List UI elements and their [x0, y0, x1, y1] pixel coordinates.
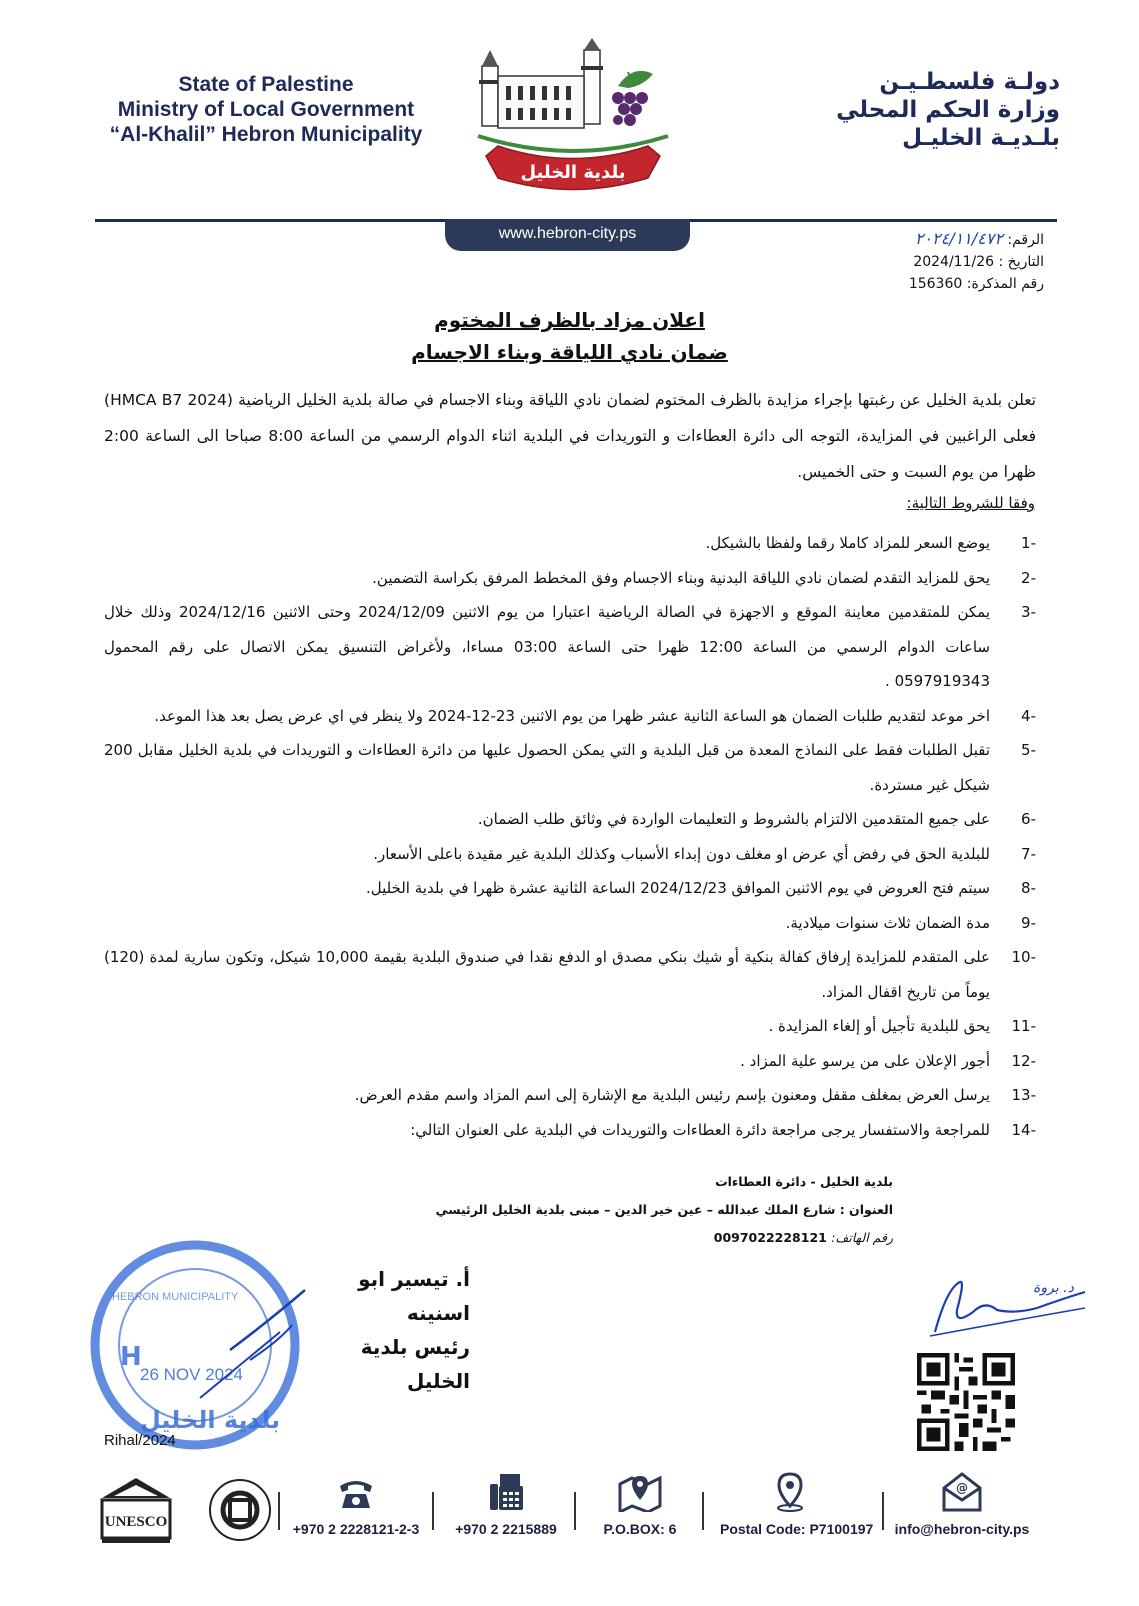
- condition-item: [104, 733, 1036, 802]
- signature-text: د. بروة: [1033, 1280, 1074, 1296]
- memo-row: [909, 273, 1044, 295]
- memo-label: رقم المذكرة:: [966, 276, 1044, 292]
- condition-text: يوضع السعر للمزاد كاملا رقما ولفظا بالشيكل.: [705, 534, 990, 552]
- footer-postal-text: Postal Code: P7100197: [720, 1521, 874, 1537]
- condition-item: [104, 1113, 1036, 1148]
- website-link[interactable]: www.hebron-city.ps: [445, 219, 690, 251]
- condition-number: -14: [1011, 1120, 1036, 1139]
- footer: [96, 1468, 1056, 1568]
- handwritten-signature: [925, 1270, 1095, 1340]
- condition-text: على المتقدم للمزايدة إرفاق كفالة بنكية أو شيك بنكي مصدق او الدفع نقدا في صندوق البلدية بقيمة 10,000 شيكل، وتكون سارية لمدة (120) يوماً من تاريخ اقفال المزاد.: [104, 948, 990, 1001]
- condition-number: -12: [1011, 1051, 1036, 1070]
- header-en-line-3: “Al-Khalil” Hebron Municipality: [109, 123, 423, 146]
- condition-number: -3: [1021, 603, 1036, 621]
- signatory-name: أ. تيسير ابو اسنينه: [358, 1267, 470, 1325]
- address-phone-value: 0097022228121: [713, 1230, 827, 1245]
- signatory-title: رئيس بلدية الخليل: [360, 1335, 470, 1393]
- condition-item: [104, 906, 1036, 941]
- footer-postal: [720, 1468, 874, 1537]
- logo-banner-text: بلدية الخليل: [520, 162, 626, 183]
- location-pin-icon: [770, 1472, 810, 1512]
- document-meta: [909, 228, 1044, 295]
- official-stamp: [80, 1230, 310, 1460]
- header-english: [96, 72, 436, 147]
- condition-number: -9: [1021, 913, 1036, 932]
- contact-address: [436, 1168, 893, 1252]
- signatory-block: [310, 1262, 470, 1398]
- header-en-line-2: Ministry of Local Government: [117, 98, 415, 121]
- date-value: 2024/11/26: [913, 254, 995, 270]
- header-ar-line-2: وزارة الحكم المحلي: [836, 97, 1060, 123]
- address-phone-row: [436, 1224, 893, 1252]
- condition-text: تقبل الطلبات فقط على النماذج المعدة من قبل البلدية و التي يمكن الحصول عليها من دائرة العطاءات و التوريدات في بلدية الخليل مقابل 200 شيكل غير مستردة.: [104, 741, 990, 794]
- condition-number: -11: [1011, 1017, 1036, 1035]
- footer-fax[interactable]: [436, 1468, 576, 1537]
- footer-fax-text: +970 2 2215889: [455, 1521, 557, 1537]
- header-arabic: [800, 68, 1060, 152]
- ref-value: ٢٠٢٤/١١/٤٧٢: [914, 229, 1003, 248]
- condition-text: مدة الضمان ثلاث سنوات ميلادية.: [785, 913, 990, 932]
- condition-text: أجور الإعلان على من يرسو علية المزاد .: [740, 1051, 990, 1070]
- condition-text: سيتم فتح العروض في يوم الاثنين الموافق 2024/12/23 الساعة الثانية عشرة ظهرا في بلدية الخليل.: [365, 879, 990, 897]
- qr-code[interactable]: [917, 1353, 1015, 1451]
- footer-pobox: [570, 1468, 710, 1537]
- footer-divider: [702, 1492, 704, 1530]
- condition-text: يرسل العرض بمغلف مقفل ومعنون بإسم رئيس البلدية مع الإشارة إلى اسم المزاد واسم مقدم العرض.: [354, 1086, 990, 1104]
- condition-number: -10: [1011, 948, 1036, 966]
- address-street: العنوان : شارع الملك عبدالله – عين خير الدين – مبنى بلدية الخليل الرئيسي: [435, 1202, 893, 1217]
- stamp-text-en: HEBRON MUNICIPALITY: [112, 1291, 239, 1303]
- intro-paragraph: تعلن بلدية الخليل عن رغبتها بإجراء مزايدة بالظرف المختوم لضمان نادي اللياقة وبناء الاجسام في صالة بلدية الخليل الرياضية (HMCA B7 2024) فعلى الراغبين في المزايدة، التوجه الى دائرة العطاءات و التوريدات في البلدية اثناء الدوام الرسمي من الساعة 8:00 صباحا الى الساعة 2:00 ظهرا من يوم السبت و حتى الخميس.: [104, 391, 1036, 481]
- title-line-1: اعلان مزاد بالظرف المختوم: [434, 308, 705, 332]
- ref-number-row: [909, 228, 1044, 251]
- unesco-text: UNESCO: [104, 1514, 168, 1530]
- memo-value: 156360: [908, 276, 963, 292]
- condition-number: -7: [1021, 844, 1036, 863]
- footer-pobox-text: P.O.BOX: 6: [603, 1521, 677, 1537]
- telephone-icon: [336, 1472, 376, 1512]
- condition-item: [104, 1078, 1036, 1113]
- condition-item: [104, 940, 1036, 1009]
- condition-text: للمراجعة والاستفسار يرجى مراجعة دائرة العطاءات والتوريدات في البلدية على العنوان التالي:: [410, 1120, 990, 1139]
- footer-divider: [882, 1492, 884, 1530]
- date-label: التاريخ :: [998, 254, 1044, 270]
- footer-divider: [432, 1492, 434, 1530]
- condition-text: يحق للبلدية تأجيل أو إلغاء المزايدة .: [768, 1017, 990, 1035]
- address-dept: بلدية الخليل - دائرة العطاءات: [715, 1174, 893, 1189]
- condition-text: على جميع المتقدمين الالتزام بالشروط و التعليمات الواردة في وثائق طلب الضمان.: [477, 810, 990, 828]
- map-pin-icon: [618, 1472, 662, 1512]
- condition-number: -13: [1011, 1086, 1036, 1104]
- condition-item: [104, 526, 1036, 561]
- footer-phone-text: +970 2 2228121-2-3: [292, 1521, 420, 1537]
- condition-item: [104, 871, 1036, 906]
- address-phone-label: رقم الهاتف:: [831, 1230, 893, 1245]
- condition-number: -5: [1021, 741, 1036, 759]
- condition-number: -2: [1021, 568, 1036, 587]
- hebron-municipality-logo: [468, 36, 678, 206]
- svg-text:H: H: [120, 1342, 142, 1372]
- email-icon: [940, 1472, 984, 1512]
- condition-item: [104, 802, 1036, 837]
- svg-text:@: @: [956, 1481, 968, 1495]
- footer-divider: [278, 1492, 280, 1530]
- condition-text: اخر موعد لتقديم طلبات الضمان هو الساعة الثانية عشر ظهرا من يوم الاثنين 23-12-2024 ولا ينظر في اي عرض يصل بعد هذا الموعد.: [154, 706, 990, 725]
- world-heritage-emblem: [206, 1476, 274, 1544]
- condition-number: -6: [1021, 810, 1036, 828]
- condition-item: [104, 561, 1036, 596]
- conditions-list: [104, 526, 1036, 1147]
- condition-number: -1: [1021, 534, 1036, 552]
- stamp-date: 26 NOV 2024: [140, 1365, 244, 1384]
- footer-email-text: info@hebron-city.ps: [894, 1521, 1030, 1537]
- stamp-text-ar: بلدية الخليل: [140, 1406, 281, 1434]
- condition-item: [104, 1009, 1036, 1044]
- condition-text: للبلدية الحق في رفض أي عرض او مغلف دون إبداء الأسباب وكذلك البلدية غير مقيدة باعلى الأسعار.: [373, 844, 990, 863]
- condition-item: [104, 595, 1036, 699]
- footer-phone[interactable]: [286, 1468, 426, 1537]
- condition-item: [104, 1044, 1036, 1079]
- announcement-subtitle: [0, 340, 1139, 364]
- condition-number: -4: [1021, 706, 1036, 725]
- condition-text: يمكن للمتقدمين معاينة الموقع و الاجهزة في الصالة الرياضية اعتبارا من يوم الاثنين 2024/12/09 وحتى الاثنين 2024/12/16 وذلك خلال ساعات الدوام الرسمي من الساعة 12:00 ظهرا حتى الساعة 03:00 مساءا، ولأغراض التنسيق يمكن الاتصال على رقم المحمول 0597919343 .: [104, 603, 990, 690]
- condition-item: [104, 699, 1036, 734]
- condition-number: -8: [1021, 879, 1036, 897]
- ref-label: الرقم:: [1007, 232, 1044, 248]
- unesco-logo: [98, 1476, 174, 1544]
- footer-email[interactable]: [892, 1468, 1032, 1537]
- date-row: [909, 251, 1044, 273]
- header-ar-line-3: بلـديـة الخليـل: [902, 125, 1060, 151]
- announcement-title: [0, 308, 1139, 332]
- header-en-line-1: State of Palestine: [178, 73, 354, 96]
- header-ar-line-1: دولـة فلسطـيـن: [879, 69, 1060, 95]
- condition-item: [104, 837, 1036, 872]
- title-line-2: ضمان نادي اللياقة وبناء الاجسام: [411, 340, 728, 364]
- rihal-ref: Rihal/2024: [104, 1432, 176, 1449]
- fax-icon: [486, 1472, 526, 1512]
- conditions-heading: وفقا للشروط التالية:: [906, 494, 1035, 512]
- condition-text: يحق للمزايد التقدم لضمان نادي اللياقة البدنية وبناء الاجسام وفق المخطط المرفق بكراسة التضمين.: [372, 568, 990, 587]
